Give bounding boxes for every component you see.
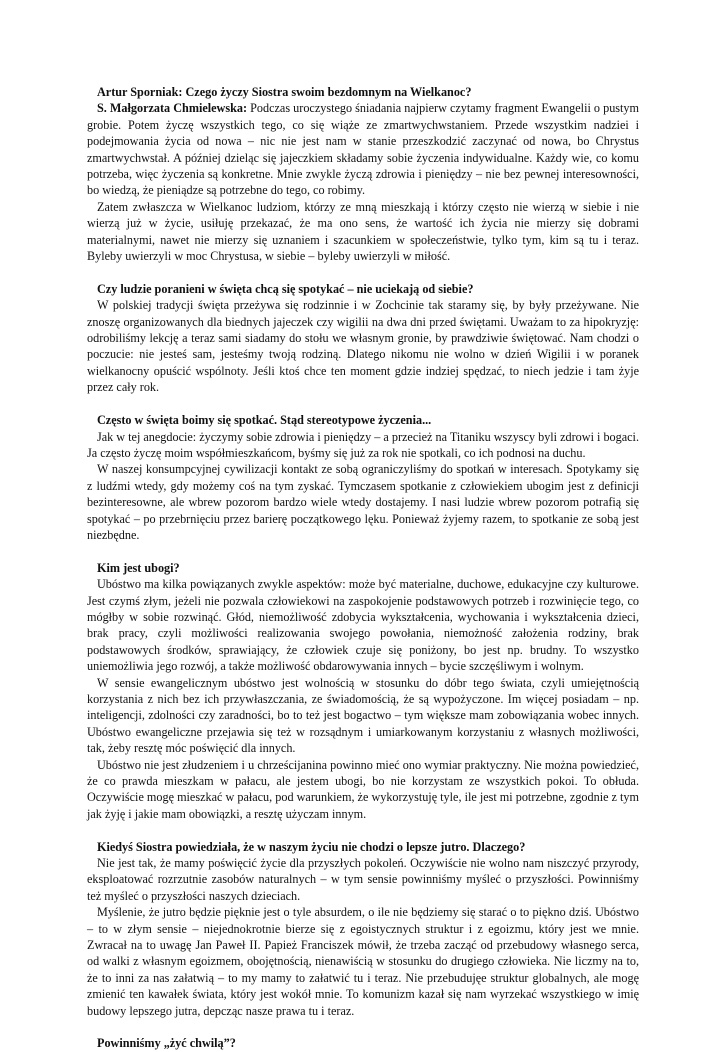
answer-paragraph (87, 100, 639, 198)
paragraph-spacer (87, 1019, 639, 1035)
question-heading: Powinniśmy „żyć chwilą”? (97, 1036, 236, 1051)
answer-paragraph: Ubóstwo nie jest złudzeniem i u chrześcijanina powinno mieć ono wymiar praktyczny. Nie można powiedzieć, że co prawda mieszkam w pałacu, ale jestem ubogi, bo nie korzystam ze wszystkich pokoi. To obłuda. Oczywiście mogę mieszkać w pałacu, pod warunkiem, że wykorzystuję tyle, ile jest mi potrzebne, zgodnie z tym jak żyję i jakie mam obowiązki, a resztę użyczam innym. (87, 757, 639, 821)
paragraph-spacer (87, 822, 639, 838)
question-heading: Kiedyś Siostra powiedziała, że w naszym życiu nie chodzi o lepsze jutro. Dlaczego? (97, 839, 526, 854)
question-heading: Kim jest ubogi? (97, 560, 180, 575)
answer-paragraph: Ubóstwo ma kilka powiązanych zwykle aspektów: może być materialne, duchowe, edukacyjne czy kulturowe. Jest czymś złym, jeżeli nie pozwala człowiekowi na zaspokojenie podstawowych potrzeb i rozwinięcie tego, co mógłby w sobie rozwinąć. Głód, niemożliwość zdobycia wykształcenia, wychowania i wykształcenia dzieci, brak pracy, czyli możliwości realizowania swojego powołania, niemożność założenia rodziny, brak podstawowych środków, sprawiający, że człowiek czuje się poniżony, bo jest np. brudny. To wszystko uniemożliwia jego rozwój, a także możliwość obdarowywania innych – bycie szczęśliwym i wolnym. (87, 577, 639, 674)
paragraph-spacer (87, 264, 639, 280)
speaker-name: S. Małgorzata Chmielewska: (97, 101, 248, 116)
interview-title: Artur Sporniak: Czego życzy Siostra swoim bezdomnym na Wielkanoc? (97, 85, 472, 99)
answer-paragraph: Myślenie, że jutro będzie pięknie jest o tyle absurdem, o ile nie będziemy się starać o to piękno dziś. Ubóstwo – to w złym sensie – niejednokrotnie bierze się z egoistycznych struktur i z egoizmu, który jest we mnie. Zwracał na to uwagę Jan Paweł II. Papież Franciszek mówił, że trzeba zacząć od przebudowy własnego serca, od walki z własnym egoizmem, obojętnością, nienawiścią w stosunku do drugiego człowieka. Nie liczmy na to, że to inni za nas załatwią – to my mamy to załatwić tu i teraz. Nie przebudujęe struktur globalnych, ale mogę zmienić ten kawałek świata, który jest wokół mnie. To komunizm kazał się nam wyrzekać wszystkiego w imię budowy lepszego jutra, depcząc nasze prawa tu i teraz. (87, 905, 639, 1018)
question-heading: Czy ludzie poranieni w święta chcą się spotykać – nie uciekają od siebie? (97, 281, 474, 296)
answer-text: Podczas uroczystego śniadania najpierw czytamy fragment Ewangelii o pustym grobie. Potem życzę wszystkich tego, co się wiąże ze zmartwychwstaniem. Przede wszystkim nadziei i podejmowania życia od nowa – nic nie jest nam w stanie przeszkodzić zaczynać od nowa, bo Chrystus zmartwychwstał. A później dzieląc się jajeczkiem składamy sobie życzenia indywidualne. Każdy wie, co komu potrzeba, więc życzenia są konkretne. Mnie zwykle życzą zdrowia i pieniędzy – nie bez pewnej interesowności, bo wiedzą, że pieniądze są potrzebne do tego, co robimy. (87, 101, 640, 198)
answer-paragraph: W naszej konsumpcyjnej cywilizacji kontakt ze sobą ograniczyliśmy do spotkań w interesach. Spotykamy się z ludźmi wtedy, gdy możemy coś na tym zyskać. Tymczasem spotkanie z człowiekiem ubogim jest z definicji bezinteresowne, ale wbrew pozorom bardzo wiele wtedy dostajemy. I nasi ludzie wbrew pozorom potrafią się spotykać – po przebrnięciu przez barierę początkowego lęku. Ponieważ żyjemy razem, to spotkanie ze sobą jest niezbędne. (87, 462, 639, 542)
paragraph-spacer (87, 396, 639, 412)
question-heading: Często w święta boimy się spotkać. Stąd stereotypowe życzenia... (97, 413, 432, 428)
answer-paragraph: Jak w tej anegdocie: życzymy sobie zdrowia i pieniędzy – a przecież na Titaniku wszyscy byli zdrowi i bogaci. Ja często życzę moim współmieszkańcom, byśmy się już za rok nie spotkali, co ich podnosi na duchu. (87, 429, 639, 460)
answer-paragraph: Nie jest tak, że mamy poświęcić życie dla przyszłych pokoleń. Oczywiście nie wolno nam niszczyć przyrody, eksploatować rozrzutnie zasobów naturalnych – w tym sensie powinniśmy myśleć o przyszłości. Powinniśmy też myśleć o przyszłości naszych dzieciach. (87, 856, 639, 903)
answer-paragraph: Zatem zwłaszcza w Wielkanoc ludziom, którzy ze mną mieszkają i którzy często nie wierzą w siebie i nie wierzą już w życie, usiłuję przekazać, że ma ono sens, że wartość ich życia nie mierzy się dobrami materialnymi, nawet nie mierzy się uznaniem i szacunkiem w społeczeństwie, tylko tym, kim są tu i teraz. Byleby uwierzyli w moc Chrystusa, w siebie – byleby uwierzyli w miłość. (87, 199, 639, 264)
paragraph-spacer (87, 543, 639, 559)
answer-paragraph: W polskiej tradycji święta przeżywa się rodzinnie i w Zochcinie tak staramy się, by były przeżywane. Nie znoszę organizowanych dla biednych jajeczek czy wigilii na dwa dni przed świętami. Uważam to za hipokryzję: odrobiliśmy lekcję a teraz sami siadamy do stołu we własnym gronie, by prawdziwie świętować. Nam chodzi o poczucie: nie jesteś sam, jesteśmy twoją rodziną. Dlatego nikomu nie wolno w dzień Wigilii i w poranek wielkanocny opuścić wspólnoty. Jeśli ktoś chce ten moment gdzie indziej spędzać, to niech jedzie i tam żyje przez cały rok. (87, 298, 639, 395)
answer-paragraph: W sensie ewangelicznym ubóstwo jest wolnością w stosunku do dóbr tego świata, czyli umiejętnością korzystania z nich bez ich przywłaszczania, ze świadomością, że są wypożyczone. Im więcej posiadam – np. inteligencji, zdolności czy zaradności, bo to też jest bogactwo – tym większe mam zobowiązania wobec innych. Ubóstwo ewangeliczne przejawia się też w rozsądnym i umiarkowanym korzystaniu z własnych możliwości, tak, żeby resztę móc poświęcić dla innych. (87, 675, 639, 756)
